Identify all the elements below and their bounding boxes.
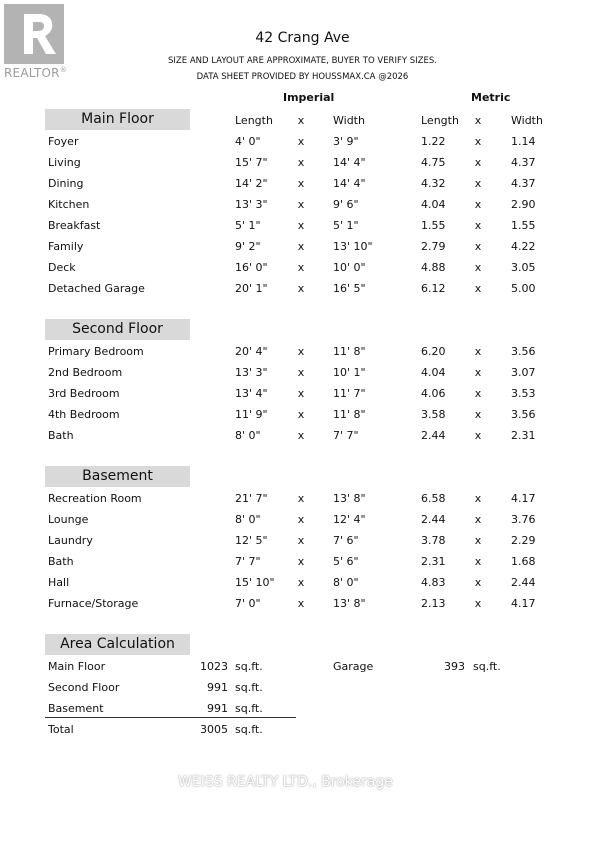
- area-row-unit: sq.ft.: [235, 681, 263, 694]
- times-sign: x: [297, 408, 305, 421]
- times-sign: x: [474, 282, 482, 295]
- imperial-length: 7' 7": [235, 555, 261, 568]
- imperial-length: 9' 2": [235, 240, 261, 253]
- section-header: Basement: [45, 466, 190, 487]
- metric-width: 3.07: [511, 366, 536, 379]
- area-row-value: 991: [207, 681, 228, 694]
- room-name: Lounge: [48, 513, 89, 526]
- metric-length: 4.32: [421, 177, 446, 190]
- imperial-length: 8' 0": [235, 429, 261, 442]
- metric-width: 1.55: [511, 219, 536, 232]
- metric-length: 4.88: [421, 261, 446, 274]
- imperial-header: Imperial: [283, 91, 335, 104]
- metric-width: 3.05: [511, 261, 536, 274]
- times-sign: x: [297, 576, 305, 589]
- metric-width: 3.76: [511, 513, 536, 526]
- times-sign: x: [297, 156, 305, 169]
- times-sign: x: [474, 261, 482, 274]
- area-row-label: Main Floor: [48, 660, 106, 673]
- metric-width-header: Width: [511, 114, 543, 127]
- garage-value: 393: [444, 660, 465, 673]
- metric-width: 4.22: [511, 240, 536, 253]
- metric-length: 3.78: [421, 534, 446, 547]
- metric-length: 2.79: [421, 240, 446, 253]
- imperial-width-header: Width: [333, 114, 365, 127]
- room-name: Detached Garage: [48, 282, 145, 295]
- imperial-x-header: x: [297, 114, 305, 127]
- area-total-value: 3005: [200, 723, 228, 736]
- brokerage-watermark: WEISS REALTY LTD., Brokerage: [178, 774, 393, 790]
- imperial-width: 9' 6": [333, 198, 359, 211]
- metric-width: 2.44: [511, 576, 536, 589]
- imperial-width: 3' 9": [333, 135, 359, 148]
- times-sign: x: [297, 366, 305, 379]
- times-sign: x: [297, 198, 305, 211]
- garage-unit: sq.ft.: [473, 660, 501, 673]
- imperial-width: 11' 8": [333, 345, 366, 358]
- metric-width: 3.53: [511, 387, 536, 400]
- room-name: Laundry: [48, 534, 93, 547]
- metric-length: 4.06: [421, 387, 446, 400]
- imperial-width: 13' 8": [333, 597, 366, 610]
- metric-length: 4.75: [421, 156, 446, 169]
- times-sign: x: [474, 219, 482, 232]
- room-name: Dining: [48, 177, 84, 190]
- room-name: Hall: [48, 576, 70, 589]
- room-name: 3rd Bedroom: [48, 387, 120, 400]
- times-sign: x: [297, 345, 305, 358]
- times-sign: x: [474, 429, 482, 442]
- imperial-length: 13' 3": [235, 366, 268, 379]
- area-row-label: Second Floor: [48, 681, 120, 694]
- imperial-length: 7' 0": [235, 597, 261, 610]
- disclaimer-text: SIZE AND LAYOUT ARE APPROXIMATE, BUYER TO VERIFY SIZES.: [168, 56, 437, 66]
- times-sign: x: [297, 597, 305, 610]
- times-sign: x: [297, 387, 305, 400]
- times-sign: x: [297, 261, 305, 274]
- imperial-length: 11' 9": [235, 408, 268, 421]
- metric-length: 2.13: [421, 597, 446, 610]
- section-header: Second Floor: [45, 319, 190, 340]
- times-sign: x: [474, 534, 482, 547]
- metric-width: 4.37: [511, 177, 536, 190]
- imperial-length-header: Length: [235, 114, 273, 127]
- times-sign: x: [297, 240, 305, 253]
- imperial-width: 11' 8": [333, 408, 366, 421]
- times-sign: x: [297, 429, 305, 442]
- imperial-length: 15' 10": [235, 576, 275, 589]
- times-sign: x: [474, 408, 482, 421]
- imperial-length: 12' 5": [235, 534, 268, 547]
- imperial-length: 13' 3": [235, 198, 268, 211]
- metric-length: 2.44: [421, 429, 446, 442]
- imperial-length: 16' 0": [235, 261, 268, 274]
- metric-length: 1.22: [421, 135, 446, 148]
- metric-width: 2.31: [511, 429, 536, 442]
- times-sign: x: [297, 282, 305, 295]
- imperial-length: 13' 4": [235, 387, 268, 400]
- metric-x-header: x: [474, 114, 482, 127]
- metric-width: 4.17: [511, 597, 536, 610]
- section-header: Main Floor: [45, 109, 190, 130]
- imperial-length: 20' 4": [235, 345, 268, 358]
- area-row-unit: sq.ft.: [235, 660, 263, 673]
- metric-width: 1.14: [511, 135, 536, 148]
- room-name: Kitchen: [48, 198, 90, 211]
- room-name: Family: [48, 240, 84, 253]
- times-sign: x: [297, 555, 305, 568]
- metric-width: 2.90: [511, 198, 536, 211]
- metric-header: Metric: [471, 91, 511, 104]
- metric-width: 1.68: [511, 555, 536, 568]
- metric-width: 4.37: [511, 156, 536, 169]
- imperial-width: 11' 7": [333, 387, 366, 400]
- imperial-width: 14' 4": [333, 177, 366, 190]
- times-sign: x: [474, 492, 482, 505]
- metric-length: 4.04: [421, 198, 446, 211]
- metric-length: 3.58: [421, 408, 446, 421]
- area-row-unit: sq.ft.: [235, 702, 263, 715]
- metric-length: 6.20: [421, 345, 446, 358]
- times-sign: x: [474, 555, 482, 568]
- metric-width: 3.56: [511, 408, 536, 421]
- realtor-logo-text: REALTOR®: [4, 66, 67, 80]
- room-name: 4th Bedroom: [48, 408, 120, 421]
- times-sign: x: [474, 576, 482, 589]
- times-sign: x: [474, 198, 482, 211]
- garage-label: Garage: [333, 660, 374, 673]
- imperial-width: 10' 0": [333, 261, 366, 274]
- room-name: 2nd Bedroom: [48, 366, 123, 379]
- imperial-length: 4' 0": [235, 135, 261, 148]
- metric-width: 3.56: [511, 345, 536, 358]
- times-sign: x: [297, 135, 305, 148]
- room-name: Deck: [48, 261, 76, 274]
- times-sign: x: [474, 387, 482, 400]
- room-name: Breakfast: [48, 219, 101, 232]
- times-sign: x: [297, 513, 305, 526]
- times-sign: x: [297, 492, 305, 505]
- metric-length: 6.58: [421, 492, 446, 505]
- times-sign: x: [474, 345, 482, 358]
- metric-length: 6.12: [421, 282, 446, 295]
- metric-length: 4.04: [421, 366, 446, 379]
- imperial-length: 8' 0": [235, 513, 261, 526]
- page-title: 42 Crang Ave: [255, 30, 350, 46]
- metric-length: 4.83: [421, 576, 446, 589]
- imperial-length: 14' 2": [235, 177, 268, 190]
- room-name: Living: [48, 156, 81, 169]
- room-name: Primary Bedroom: [48, 345, 144, 358]
- imperial-width: 7' 6": [333, 534, 359, 547]
- imperial-length: 5' 1": [235, 219, 261, 232]
- imperial-width: 8' 0": [333, 576, 359, 589]
- metric-length: 1.55: [421, 219, 446, 232]
- area-calculation-header: Area Calculation: [45, 634, 190, 655]
- imperial-width: 10' 1": [333, 366, 366, 379]
- metric-width: 4.17: [511, 492, 536, 505]
- imperial-length: 21' 7": [235, 492, 268, 505]
- room-name: Recreation Room: [48, 492, 142, 505]
- times-sign: x: [474, 177, 482, 190]
- times-sign: x: [474, 513, 482, 526]
- imperial-length: 20' 1": [235, 282, 268, 295]
- room-name: Bath: [48, 555, 74, 568]
- imperial-width: 14' 4": [333, 156, 366, 169]
- total-divider: [45, 717, 296, 718]
- room-name: Foyer: [48, 135, 79, 148]
- metric-width: 5.00: [511, 282, 536, 295]
- imperial-width: 13' 10": [333, 240, 373, 253]
- metric-length-header: Length: [421, 114, 459, 127]
- imperial-width: 5' 1": [333, 219, 359, 232]
- imperial-width: 5' 6": [333, 555, 359, 568]
- times-sign: x: [297, 219, 305, 232]
- metric-length: 2.44: [421, 513, 446, 526]
- area-row-value: 991: [207, 702, 228, 715]
- times-sign: x: [474, 156, 482, 169]
- area-total-label: Total: [48, 723, 74, 736]
- provider-text: DATA SHEET PROVIDED BY HOUSSMAX.CA @2026: [196, 72, 409, 82]
- area-row-value: 1023: [200, 660, 228, 673]
- times-sign: x: [297, 177, 305, 190]
- imperial-width: 7' 7": [333, 429, 359, 442]
- room-name: Bath: [48, 429, 74, 442]
- metric-length: 2.31: [421, 555, 446, 568]
- imperial-length: 15' 7": [235, 156, 268, 169]
- times-sign: x: [474, 240, 482, 253]
- times-sign: x: [474, 597, 482, 610]
- imperial-width: 13' 8": [333, 492, 366, 505]
- area-total-unit: sq.ft.: [235, 723, 263, 736]
- times-sign: x: [474, 135, 482, 148]
- metric-width: 2.29: [511, 534, 536, 547]
- times-sign: x: [474, 366, 482, 379]
- area-row-label: Basement: [48, 702, 104, 715]
- imperial-width: 16' 5": [333, 282, 366, 295]
- times-sign: x: [297, 534, 305, 547]
- imperial-width: 12' 4": [333, 513, 366, 526]
- room-name: Furnace/Storage: [48, 597, 139, 610]
